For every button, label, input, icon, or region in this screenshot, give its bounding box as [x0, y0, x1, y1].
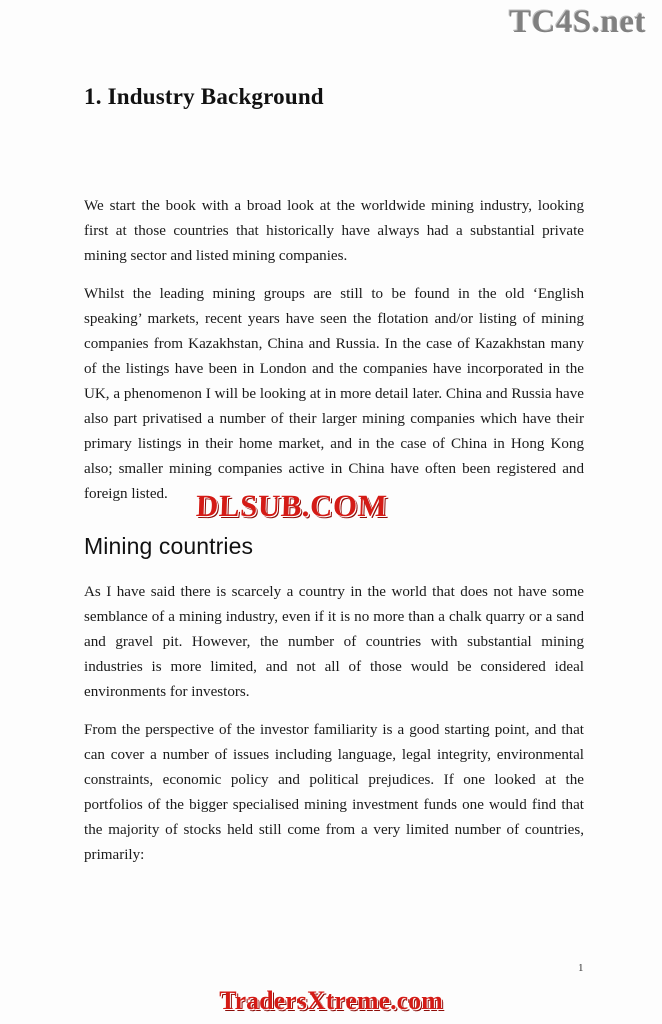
paragraph: From the perspective of the investor familiarity is a good starting point, and that can cover a number of issues including language, legal integrity, environmental constraints, economic policy and political prejudices. If one looked at the portfolios of the bigger specialised mining investment funds one would find that the majority of stocks held still come from a very limited number of countries, primarily: — [84, 722, 584, 863]
watermark-bottom: TradersXtreme.com — [219, 986, 443, 1015]
section-title: Mining countries — [84, 533, 254, 559]
watermark-center: DLSUB.COM — [195, 488, 389, 523]
paragraph: Whilst the leading mining groups are still to be found in the old ‘English speaking’ markets, recent years have seen the flotation and/or listing of mining companies from Kazakhstan, China and Russia. In the case of Kazakhstan many of the listings have been in London and the companies have incorporated in the UK, a phenomenon I will be looking at in more detail later. China and Russia have also part privatised a number of their larger mining companies which have their primary listings in their home market, and in the case of China in Hong Kong also; smaller mining companies active in China have often been registered and foreign listed. — [84, 286, 584, 502]
chapter-title: 1. Industry Background — [84, 84, 324, 109]
spacer — [84, 269, 584, 282]
spacer — [84, 560, 584, 580]
document-content — [84, 84, 584, 868]
page-number: 1 — [578, 962, 584, 974]
watermark-top-right: TC4S.net — [509, 4, 646, 40]
spacer — [84, 110, 584, 194]
paragraph: We start the book with a broad look at the worldwide mining industry, looking first at those countries that historically have always had a substantial private mining sector and listed mining companies. — [84, 198, 584, 264]
spacer — [84, 705, 584, 718]
paragraph: As I have said there is scarcely a country in the world that does not have some semblance of a mining industry, even if it is no more than a chalk quarry or a sand and gravel pit. However, the number of countries with substantial mining industries is more limited, and not all of those would be considered ideal environments for investors. — [84, 584, 584, 700]
